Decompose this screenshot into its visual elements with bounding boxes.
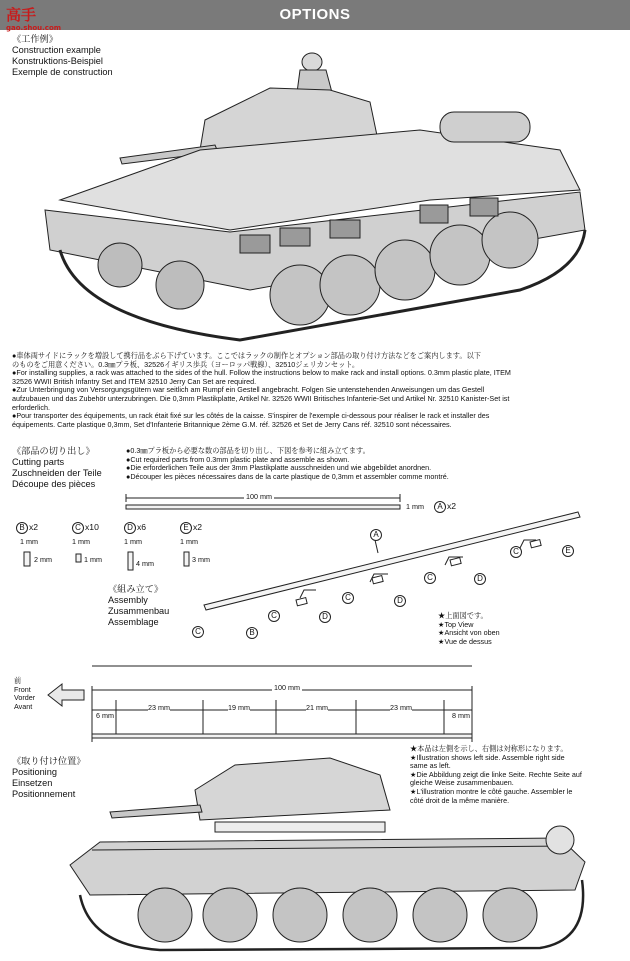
positioning-note-en-1: ★Illustration shows left side. Assemble right side bbox=[410, 752, 565, 762]
cutting-note-fr: ●Découper les pièces nécessaires dans de la carte plastique de 0,3mm et assembler comme montré. bbox=[126, 471, 449, 481]
assembly-label-a: A bbox=[370, 529, 383, 541]
assembly-label-d2: D bbox=[394, 595, 407, 607]
intro-de-2: aufzubauen und das Zubehör unterzubringen. Die 0,3mm Plastikplatte, Artikel Nr. 32526 WWII Britisches Infanterie-Set und Artikel Nr. 32510 Kanister-Set ist bbox=[12, 393, 510, 403]
positioning-de: Einsetzen bbox=[12, 778, 53, 788]
part-b: B x2 bbox=[16, 522, 38, 534]
positioning-note-jp: ★本品は左側を示し、右側は対称形になります。 bbox=[410, 744, 568, 753]
assembly-de: Zusammenbau bbox=[108, 606, 170, 616]
construction-en: Construction example bbox=[12, 45, 101, 55]
positioning-note-de-2: gleiche Weise zusammenbauen. bbox=[410, 778, 514, 788]
part-c-dim1: 1 mm bbox=[72, 537, 90, 546]
intro-fr-1: ●Pour transporter des équipements, un rack était fixé sur les côtés de la caisse. S'inspirer de l'exemple ci-dessous pour réaliser le rack et installer des bbox=[12, 411, 490, 421]
assembly-label-c1: C bbox=[192, 626, 205, 638]
cutting-en: Cutting parts bbox=[12, 457, 65, 467]
top-view-de: ★Ansicht von oben bbox=[438, 628, 500, 638]
part-b-dim2: 2 mm bbox=[34, 555, 52, 564]
spacing-4: 21 mm bbox=[306, 703, 328, 712]
spacing-6: 8 mm bbox=[452, 711, 470, 720]
assembly-label-c2: C bbox=[268, 610, 281, 622]
spacing-5: 23 mm bbox=[390, 703, 412, 712]
intro-en-1: ●For installing supplies, a rack was attached to the sides of the hull. Follow the instructions below to make rack and install options. 0.3mm plastic plate, ITEM bbox=[12, 368, 511, 378]
assembly-label-c3: C bbox=[342, 592, 355, 604]
intro-jp-2: のものをご用意ください。0.3㎜プラ板、32526イギリス歩兵（ヨーロッパ戦線）、32510ジェリカンセット。 bbox=[12, 359, 360, 369]
assembly-label-c5: C bbox=[510, 546, 523, 558]
intro-en-2: 32526 WWII British Infantry Set and ITEM 32510 Jerry Can Set are required. bbox=[12, 376, 257, 386]
assembly-jp: 《組み立て》 bbox=[108, 584, 164, 594]
strip-length-label: 100 mm bbox=[246, 492, 272, 501]
assembly-fr: Assemblage bbox=[108, 617, 159, 627]
intro-de-1: ●Zur Unterbringung von Versorgungsgütern war seitlich am Rumpf ein Gestell angebracht. Folgen Sie untenstehenden Anweisungen um das Gestell bbox=[12, 385, 485, 395]
part-e-dim1: 1 mm bbox=[180, 537, 198, 546]
positioning-note-fr-1: ★L'illustration montre le côté gauche. Assembler le bbox=[410, 786, 573, 796]
intro-jp-1: ●車体両サイドにラックを増設して携行品をぶら下げています。ここではラックの制作とオプション部品の取り付け方法などをご案内します。以下 bbox=[12, 351, 481, 360]
positioning-jp: 《取り付け位置》 bbox=[12, 756, 86, 766]
page-title: OPTIONS bbox=[279, 6, 351, 23]
top-view-jp: ★上面図です。 bbox=[438, 611, 488, 620]
positioning-note-fr-2: côté droit de la même manière. bbox=[410, 795, 510, 805]
cutting-note-en: ●Cut required parts from 0.3mm plastic plate and assemble as shown. bbox=[126, 454, 350, 464]
positioning-fr: Positionnement bbox=[12, 789, 76, 799]
spacing-2: 23 mm bbox=[148, 703, 170, 712]
part-d-dim1: 1 mm bbox=[124, 537, 142, 546]
part-e-dim2: 3 mm bbox=[192, 555, 210, 564]
cutting-fr: Découpe des pièces bbox=[12, 479, 96, 489]
part-c: C x10 bbox=[72, 522, 99, 534]
positioning-en: Positioning bbox=[12, 767, 57, 777]
top-view-fr: ★Vue de dessus bbox=[438, 636, 492, 646]
part-b-dim1: 1 mm bbox=[20, 537, 38, 546]
watermark-url: gao.shou.com bbox=[6, 24, 62, 32]
intro-de-3: erforderlich. bbox=[12, 402, 50, 412]
assembly-en: Assembly bbox=[108, 595, 148, 605]
spacing-3: 19 mm bbox=[228, 703, 250, 712]
part-d-dim2: 4 mm bbox=[136, 559, 154, 568]
strip-width-label: 1 mm bbox=[406, 502, 424, 511]
spacing-total: 100 mm bbox=[274, 683, 300, 692]
part-a-qty: A x2 bbox=[434, 501, 456, 513]
front-jp: 前 bbox=[14, 676, 22, 685]
assembly-label-d1: D bbox=[319, 611, 332, 623]
part-d: D x6 bbox=[124, 522, 146, 534]
front-en: Front bbox=[14, 684, 31, 694]
watermark-text: 高手 bbox=[6, 6, 37, 24]
front-fr: Avant bbox=[14, 701, 33, 711]
intro-fr-2: équipements. Carte plastique 0,3mm, Set d'Infanterie Britannique 2ème G.M. réf. 32526 et Set de Jerry Cans réf. 32510 sont nécessaires. bbox=[12, 419, 452, 429]
spacing-1: 6 mm bbox=[96, 711, 114, 720]
construction-fr: Exemple de construction bbox=[12, 67, 113, 77]
assembly-label-e: E bbox=[562, 545, 575, 557]
front-de: Vorder bbox=[14, 693, 36, 703]
positioning-note-de-1: ★Die Abbildung zeigt die linke Seite. Rechte Seite auf bbox=[410, 769, 582, 779]
construction-de: Konstruktions-Beispiel bbox=[12, 56, 103, 66]
assembly-label-c4: C bbox=[424, 572, 437, 584]
cutting-note-de: ●Die erforderlichen Teile aus der 3mm Plastikplatte ausschneiden und wie abgebildet anordnen. bbox=[126, 463, 432, 473]
assembly-label-b: B bbox=[246, 627, 259, 639]
cutting-note-jp: ●0.3㎜プラ板から必要な数の部品を切り出し、下図を参考に組み立てます。 bbox=[126, 446, 370, 455]
positioning-note-en-2: same as left. bbox=[410, 761, 451, 771]
cutting-de: Zuschneiden der Teile bbox=[12, 468, 102, 478]
construction-jp: 《工作例》 bbox=[12, 34, 58, 44]
assembly-label-d3: D bbox=[474, 573, 487, 585]
part-c-dim2: 1 mm bbox=[84, 555, 102, 564]
top-view-en: ★Top View bbox=[438, 619, 474, 629]
part-e: E x2 bbox=[180, 522, 202, 534]
cutting-jp: 《部品の切り出し》 bbox=[12, 446, 95, 456]
